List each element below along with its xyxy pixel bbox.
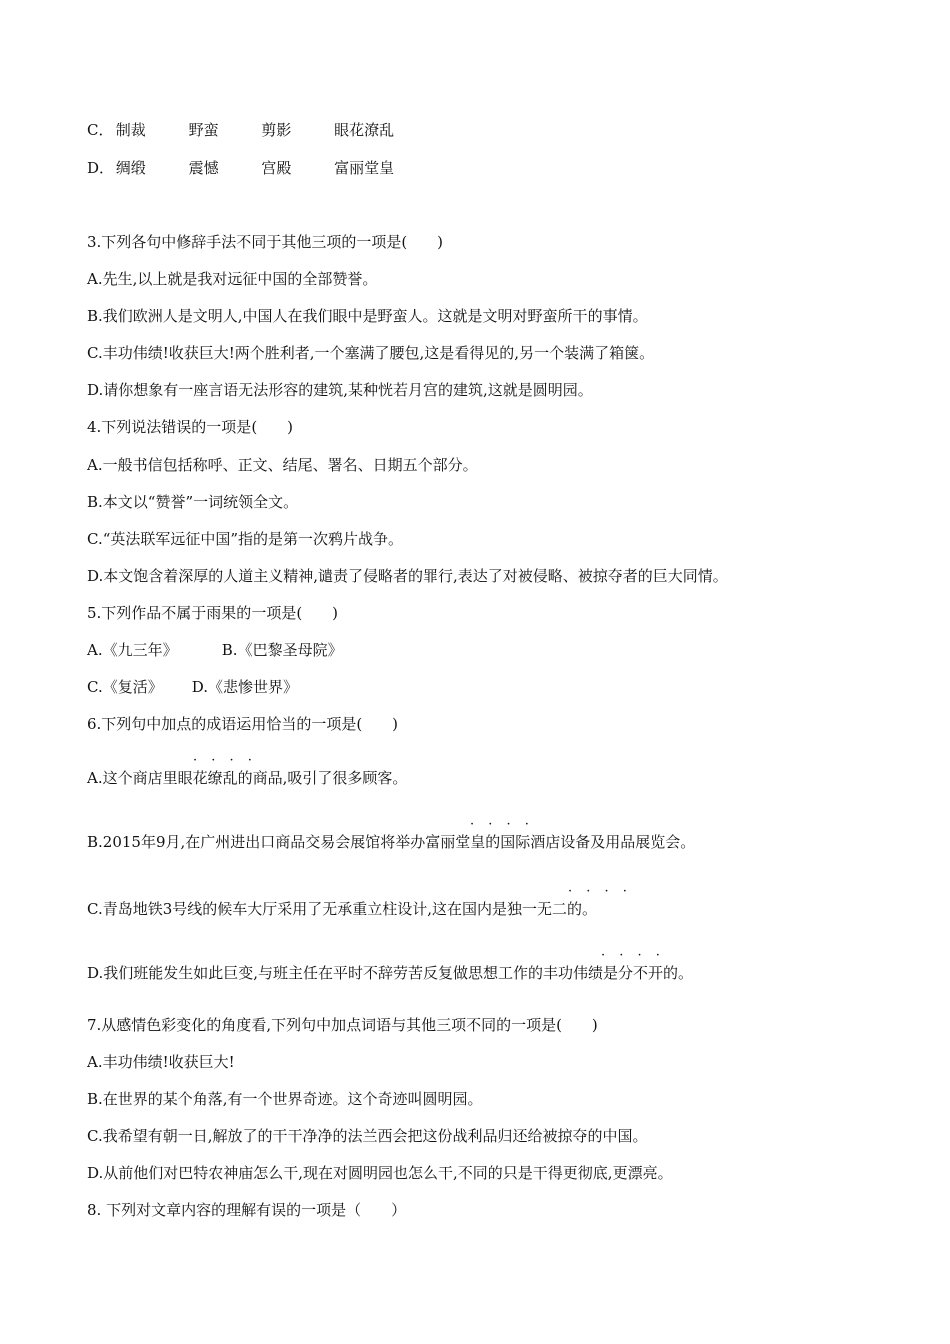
dotted-idiom: 丰功伟绩 [543, 964, 604, 982]
word-2: 野蛮 [188, 121, 219, 139]
word-1: 绸缎 [115, 159, 146, 177]
emphasis-dots: · · · · [568, 884, 632, 899]
q2-option-c [87, 120, 394, 140]
word-3: 宫殿 [261, 159, 292, 177]
word-4: 富丽堂皇 [334, 159, 395, 177]
q6-option-d [87, 963, 693, 983]
q3-stem: 3.下列各句中修辞手法不同于其他三项的一项是( ) [87, 233, 444, 251]
text-after: 的商品,吸引了很多顾客。 [237, 769, 408, 787]
q2-option-d [87, 158, 394, 178]
q5-option-a: A.《九三年》 [87, 641, 178, 659]
q4-stem: 4.下列说法错误的一项是( ) [87, 418, 294, 436]
q8-stem: 8. 下列对文章内容的理解有误的一项是（ ） [87, 1201, 407, 1219]
q4-option-c: C.“英法联军远征中国”指的是第一次鸦片战争。 [87, 530, 404, 548]
q6-option-c [87, 899, 597, 919]
q7-option-b: B.在世界的某个角落,有一个世界奇迹。这个奇迹叫圆明园。 [87, 1090, 483, 1108]
q5-options-cd [87, 677, 298, 697]
dotted-idiom: 富丽堂皇 [425, 833, 486, 851]
dotted-idiom: 独一无二 [507, 900, 568, 918]
q5-options-ab [87, 640, 343, 660]
q7-option-a: A.丰功伟绩!收获巨大! [87, 1053, 235, 1071]
dotted-idiom: 眼花缭乱 [177, 769, 238, 787]
q5-option-d: D.《悲惨世界》 [191, 678, 299, 696]
text-after: 的国际酒店设备及用品展览会。 [485, 833, 696, 851]
emphasis-dots: · · · · [193, 753, 257, 768]
word-1: 制裁 [115, 121, 146, 139]
word-2: 震憾 [188, 159, 219, 177]
q4-option-d: D.本文饱含着深厚的人道主义精神,谴责了侵略者的罪行,表达了对被侵略、被掠夺者的巨大同情。 [87, 567, 728, 585]
text-before: B.2015年9月,在广州进出口商品交易会展馆将举办 [87, 833, 426, 851]
q4-option-a: A.一般书信包括称呼、正文、结尾、署名、日期五个部分。 [87, 456, 478, 474]
q7-option-c: C.我希望有朝一日,解放了的干干净净的法兰西会把这份战利品归还给被掠夺的中国。 [87, 1127, 648, 1145]
q7-option-d: D.从前他们对巴特农神庙怎么干,现在对圆明园也怎么干,不同的只是干得更彻底,更漂亮。 [87, 1164, 673, 1182]
text-before: D.我们班能发生如此巨变,与班主任在平时不辞劳苦反复做思想工作的 [87, 964, 544, 982]
text-after: 是分不开的。 [603, 964, 694, 982]
q5-option-c: C.《复活》 [87, 678, 163, 696]
q6-option-b [87, 832, 695, 852]
q6-stem: 6.下列句中加点的成语运用恰当的一项是( ) [87, 715, 399, 733]
q7-stem: 7.从感情色彩变化的角度看,下列句中加点词语与其他三项不同的一项是( ) [87, 1016, 598, 1034]
text-before: A.这个商店里 [87, 769, 178, 787]
option-label: D． [87, 159, 115, 177]
q3-option-a: A.先生,以上就是我对远征中国的全部赞誉。 [87, 270, 378, 288]
q3-option-c: C.丰功伟绩!收获巨大!两个胜利者,一个塞满了腰包,这是看得见的,另一个装满了箱箧。 [87, 344, 655, 362]
q3-option-d: D.请你想象有一座言语无法形容的建筑,某种恍若月宫的建筑,这就是圆明园。 [87, 381, 593, 399]
text-before: C.青岛地铁3号线的候车大厅采用了无承重立柱设计,这在国内是 [87, 900, 508, 918]
q4-option-b: B.本文以“赞誉”一词统领全文。 [87, 493, 299, 511]
q5-stem: 5.下列作品不属于雨果的一项是( ) [87, 604, 339, 622]
q6-option-a [87, 768, 407, 788]
word-4: 眼花潦乱 [334, 121, 395, 139]
text-after: 的。 [567, 900, 598, 918]
emphasis-dots: · · · · [601, 948, 665, 963]
emphasis-dots: · · · · [470, 817, 534, 832]
word-3: 剪影 [261, 121, 292, 139]
q3-option-b: B.我们欧洲人是文明人,中国人在我们眼中是野蛮人。这就是文明对野蛮所干的事情。 [87, 307, 648, 325]
q5-option-b: B.《巴黎圣母院》 [221, 641, 343, 659]
option-label: C． [87, 121, 114, 139]
